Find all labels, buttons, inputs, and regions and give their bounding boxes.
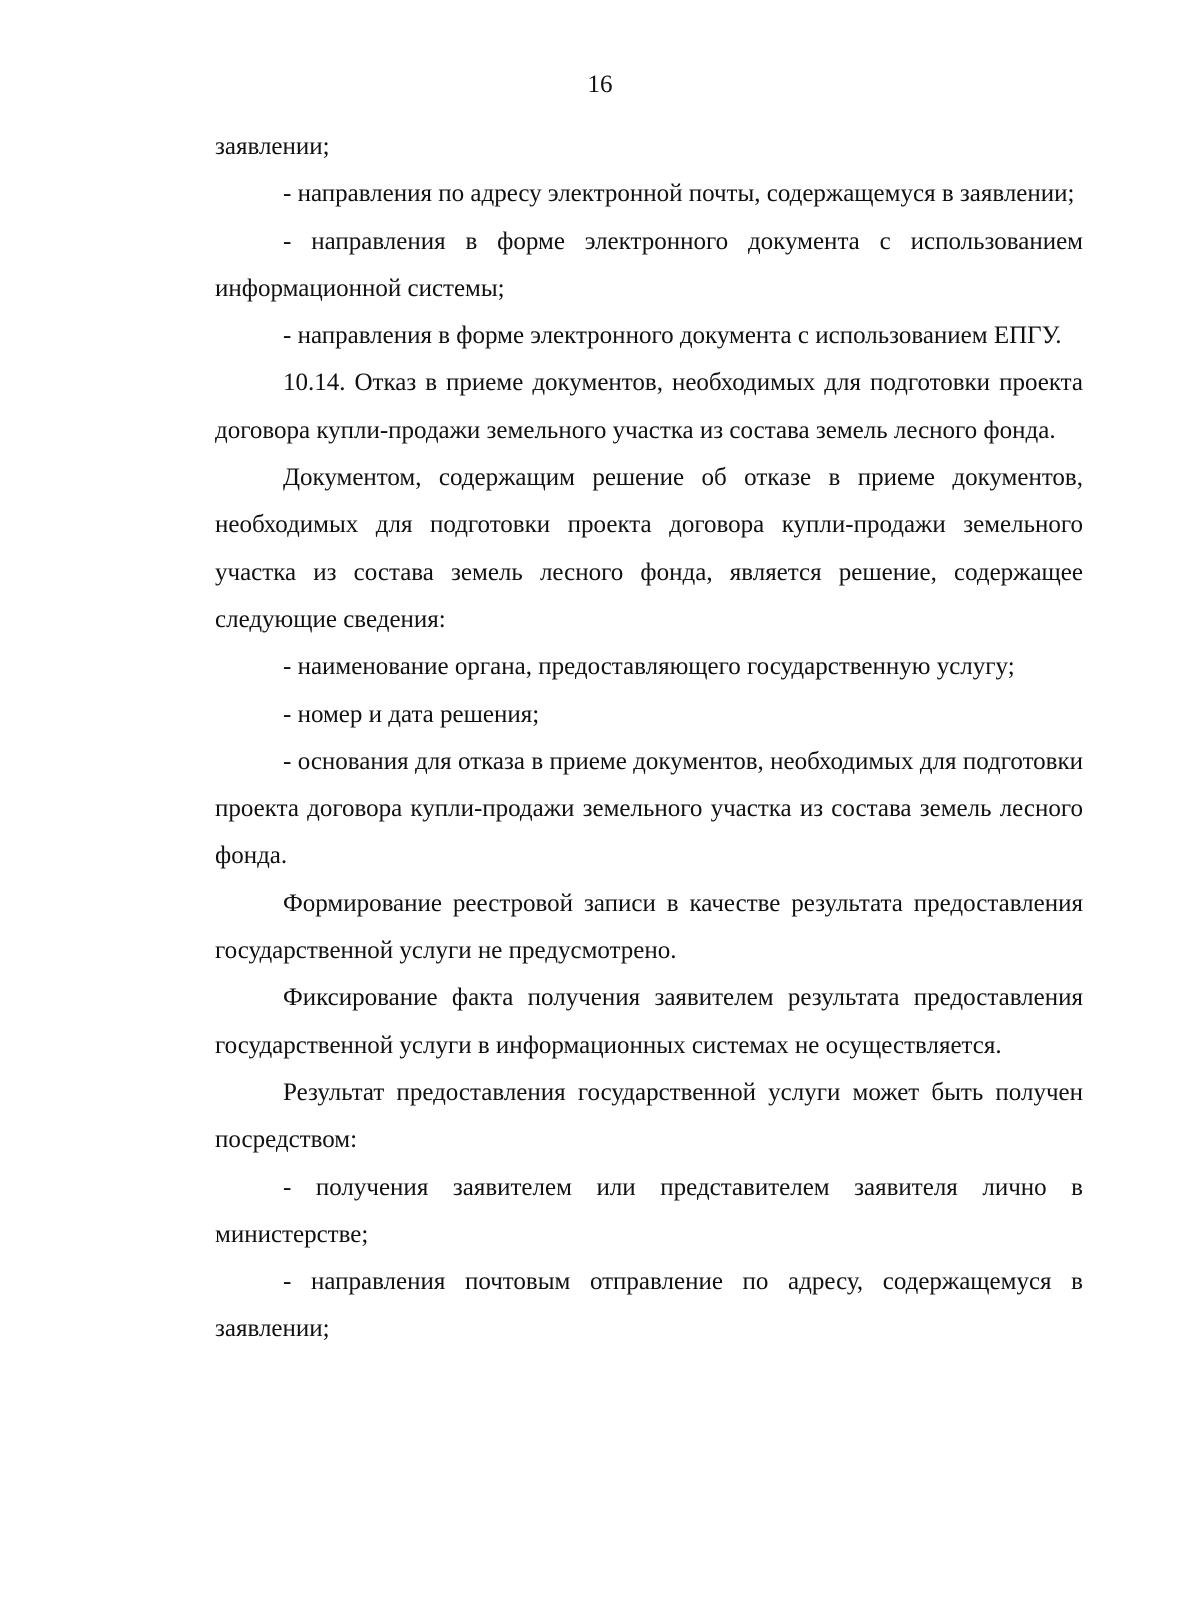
paragraph: Фиксирование факта получения заявителем результата предоставления государственной услуги в информационных системах не осуществляется. [215, 984, 1083, 1059]
paragraph: - направления по адресу электронной почты, содержащемуся в заявлении; [283, 180, 1075, 208]
paragraph: - наименование органа, предоставляющего государственную услугу; [283, 653, 1015, 681]
paragraph: Результат предоставления государственной услуги может быть получен посредством: [215, 1078, 1083, 1154]
paragraph: Формирование реестровой записи в качестве результата предоставления государственной услуги не предусмотрено. [215, 889, 1083, 965]
page-number: 16 [587, 71, 613, 98]
paragraph: заявлении; [215, 133, 330, 160]
paragraph: 10.14. Отказ в приеме документов, необходимых для подготовки проекта договора купли-продажи земельного участка из состава земель лесного фонда. [215, 369, 1083, 444]
paragraph: - номер и дата решения; [283, 700, 540, 728]
paragraph: - направления почтовым отправление по адресу, содержащемуся в заявлении; [215, 1268, 1083, 1343]
paragraph: - направления в форме электронного документа с использованием ЕПГУ. [283, 322, 1062, 350]
paragraph: Документом, содержащим решение об отказе в приеме документов, необходимых для подготовки проекта договора купли-продажи земельного участка из состава земель лесного фонда, является решение, содержащее следующие сведения: [215, 464, 1083, 633]
document-body [215, 123, 1083, 1353]
paragraph: - направления в форме электронного документа с использованием информационной системы; [215, 227, 1083, 302]
paragraph: - получения заявителем или представителем заявителя лично в министерстве; [215, 1173, 1083, 1248]
paragraph: - основания для отказа в приеме документов, необходимых для подготовки проекта договора купли-продажи земельного участка из состава земель лесного фонда. [215, 747, 1083, 870]
